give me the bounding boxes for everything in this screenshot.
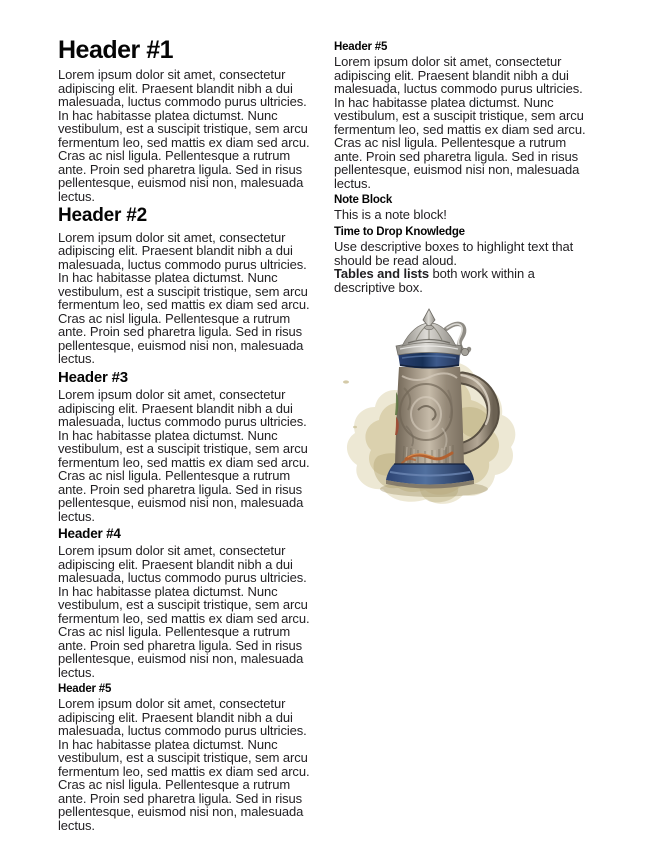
heading-4: Header #4 bbox=[58, 526, 121, 542]
paragraph-under-heading-4: Lorem ipsum dolor sit amet, consectetur adipiscing elit. Praesent blandit nibh a dui malesuada, luctus commodo purus ultricies. In hac habitasse platea dictumst. Nunc vestibulum, est a suscipit tristique, sem arcu fermentum leo, sed mattis ex diam sed arcu. Cras ac nisl ligula. Pellentesque a rutrum ante. Proin sed pharetra ligula. Sed in risus pellentesque, euismod nisi non, malesuada lectus. bbox=[58, 543, 310, 680]
stein-base bbox=[386, 464, 474, 489]
paragraph-under-heading-5-right: Lorem ipsum dolor sit amet, consectetur adipiscing elit. Praesent blandit nibh a dui malesuada, luctus commodo purus ultricies. In hac habitasse platea dictumst. Nunc vestibulum, est a suscipit tristique, sem arcu fermentum leo, sed mattis ex diam sed arcu. Cras ac nisl ligula. Pellentesque a rutrum ante. Proin sed pharetra ligula. Sed in risus pellentesque, euismod nisi non, malesuada lectus. bbox=[334, 54, 586, 191]
heading-1: Header #1 bbox=[58, 36, 174, 64]
stein-lid bbox=[396, 309, 462, 355]
heading-5-right: Header #5 bbox=[334, 41, 388, 53]
heading-3: Header #3 bbox=[58, 368, 128, 386]
knowledge-label: Time to Drop Knowledge bbox=[334, 225, 465, 238]
stein-body bbox=[395, 367, 464, 464]
knowledge-bold-lead: Tables and lists bbox=[334, 266, 429, 282]
knowledge-text-2 bbox=[334, 267, 596, 294]
note-block-text: This is a note block! bbox=[334, 207, 447, 223]
paragraph-under-heading-2: Lorem ipsum dolor sit amet, consectetur adipiscing elit. Praesent blandit nibh a dui malesuada, luctus commodo purus ultricies. In hac habitasse platea dictumst. Nunc vestibulum, est a suscipit tristique, sem arcu fermentum leo, sed mattis ex diam sed arcu. Cras ac nisl ligula. Pellentesque a rutrum ante. Proin sed pharetra ligula. Sed in risus pellentesque, euismod nisi non, malesuada lectus. bbox=[58, 229, 310, 367]
heading-5-left: Header #5 bbox=[58, 683, 112, 696]
note-block-label: Note Block bbox=[334, 194, 393, 207]
beer-stein-illustration bbox=[342, 306, 522, 512]
right-column bbox=[334, 37, 596, 832]
knowledge-text: Use descriptive boxes to highlight text that should be read aloud. bbox=[334, 239, 574, 268]
left-column bbox=[58, 37, 320, 832]
paragraph-under-heading-1: Lorem ipsum dolor sit amet, consectetur adipiscing elit. Praesent blandit nibh a dui malesuada, luctus commodo purus ultricies. In hac habitasse platea dictumst. Nunc vestibulum, est a suscipit tristique, sem arcu fermentum leo, sed mattis ex diam sed arcu. Cras ac nisl ligula. Pellentesque a rutrum ante. Proin sed pharetra ligula. Sed in risus pellentesque, euismod nisi non, malesuada lectus. bbox=[58, 67, 310, 204]
paragraph-under-heading-3: Lorem ipsum dolor sit amet, consectetur adipiscing elit. Praesent blandit nibh a dui malesuada, luctus commodo purus ultricies. In hac habitasse platea dictumst. Nunc vestibulum, est a suscipit tristique, sem arcu fermentum leo, sed mattis ex diam sed arcu. Cras ac nisl ligula. Pellentesque a rutrum ante. Proin sed pharetra ligula. Sed in risus pellentesque, euismod nisi non, malesuada lectus. bbox=[58, 387, 310, 524]
beer-stein-svg bbox=[342, 306, 522, 512]
knowledge-text-after-bold: both work within a descriptive box. bbox=[334, 266, 535, 295]
paragraph-under-heading-5-left: Lorem ipsum dolor sit amet, consectetur adipiscing elit. Praesent blandit nibh a dui malesuada, luctus commodo purus ultricies. In hac habitasse platea dictumst. Nunc vestibulum, est a suscipit tristique, sem arcu fermentum leo, sed mattis ex diam sed arcu. Cras ac nisl ligula. Pellentesque a rutrum ante. Proin sed pharetra ligula. Sed in risus pellentesque, euismod nisi non, malesuada lectus. bbox=[58, 696, 310, 833]
heading-2: Header #2 bbox=[58, 205, 148, 226]
